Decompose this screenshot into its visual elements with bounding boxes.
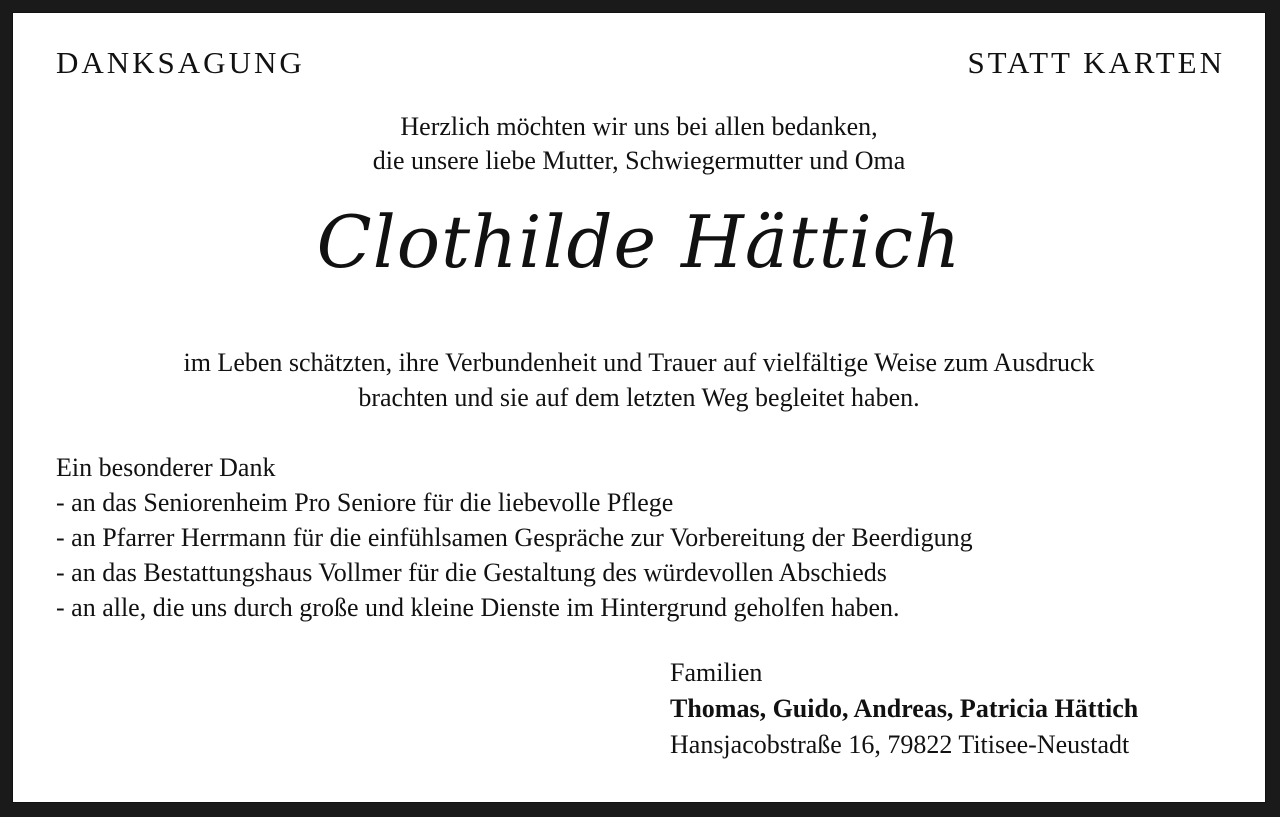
signature-label: Familien	[670, 658, 763, 687]
body-text	[13, 345, 1265, 415]
deceased-name: Clothilde Hättich	[316, 200, 962, 284]
signature-block	[670, 655, 1138, 763]
thanks-item: - an alle, die uns durch große und kleine Dienste im Hintergrund geholfen haben.	[56, 593, 900, 622]
header-danksagung: DANKSAGUNG	[56, 45, 305, 80]
signature-names: Thomas, Guido, Andreas, Patricia Hättich	[670, 694, 1139, 723]
thanks-item: - an Pfarrer Herrmann für die einfühlsamen Gespräche zur Vorbereitung der Beerdigung	[56, 523, 973, 552]
intro-line-1: Herzlich möchten wir uns bei allen bedanken,	[400, 112, 878, 141]
signature-address: Hansjacobstraße 16, 79822 Titisee-Neustadt	[670, 730, 1130, 759]
header-statt-karten: STATT KARTEN	[967, 45, 1225, 80]
obituary-notice	[12, 12, 1266, 803]
body-line-2: brachten und sie auf dem letzten Weg begleitet haben.	[358, 383, 920, 412]
thanks-item: - an das Bestattungshaus Vollmer für die Gestaltung des würdevollen Abschieds	[56, 558, 887, 587]
thanks-heading: Ein besonderer Dank	[56, 453, 276, 482]
intro-line-2: die unsere liebe Mutter, Schwiegermutter und Oma	[372, 146, 906, 175]
body-line-1: im Leben schätzten, ihre Verbundenheit und Trauer auf vielfältige Weise zum Ausdruck	[183, 348, 1095, 377]
intro-text	[13, 110, 1265, 178]
thanks-item: - an das Seniorenheim Pro Seniore für die liebevolle Pflege	[56, 488, 674, 517]
special-thanks	[56, 450, 973, 625]
